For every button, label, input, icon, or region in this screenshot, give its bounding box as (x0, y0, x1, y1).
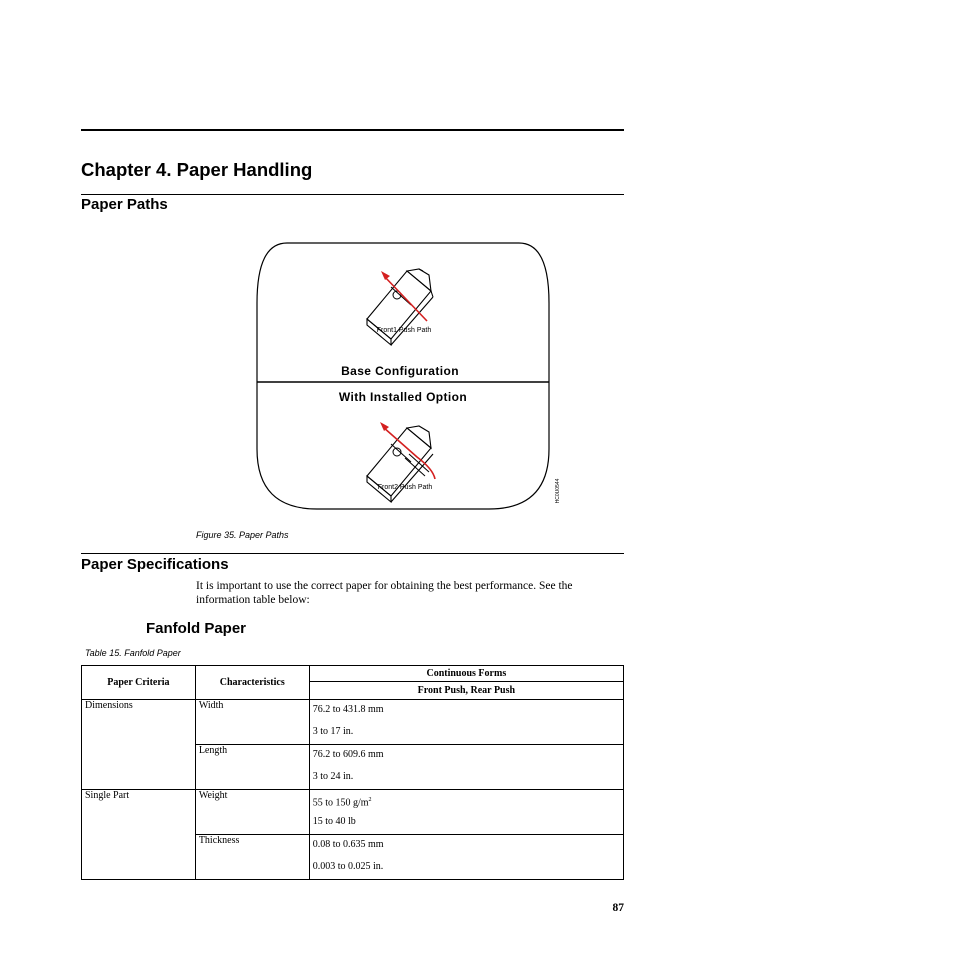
value-metric-superscript: 2 (368, 797, 372, 803)
paper-paths-figure (257, 243, 561, 509)
value-imperial: 3 to 17 in. (312, 726, 354, 737)
figure-caption: Figure 35. Paper Paths (196, 530, 289, 540)
cell-value (309, 790, 623, 835)
fanfold-paper-title: Fanfold Paper (146, 620, 247, 637)
page-number: 87 (612, 902, 624, 914)
value-metric (313, 790, 620, 812)
cell-characteristic: Weight (195, 790, 309, 835)
header-characteristics: Characteristics (195, 666, 309, 700)
cell-criteria: Single Part (82, 790, 196, 835)
cell-criteria: Dimensions (82, 700, 196, 745)
table-row (82, 790, 624, 835)
section-title-paper-paths: Paper Paths (81, 196, 168, 213)
header-paper-criteria: Paper Criteria (82, 666, 196, 700)
front1-path-arrow (381, 271, 427, 321)
table-row (82, 745, 624, 790)
base-configuration-label: Base Configuration (341, 364, 459, 378)
installed-option-label: With Installed Option (338, 390, 468, 404)
cell-value (309, 700, 623, 745)
value-metric-text: 55 to 150 g/m (312, 797, 369, 809)
value-imperial: 15 to 40 lb (312, 816, 356, 827)
value-metric: 76.2 to 431.8 mm (312, 704, 384, 715)
value-imperial: 3 to 24 in. (312, 771, 354, 782)
chapter-top-rule (81, 129, 624, 131)
cell-value (309, 745, 623, 790)
header-continuous-forms: Continuous Forms (309, 666, 623, 682)
cell-criteria (82, 835, 196, 880)
cell-characteristic: Length (195, 745, 309, 790)
cell-characteristic: Width (195, 700, 309, 745)
front1-push-path-label: Front1 Push Path (376, 327, 432, 334)
chapter-title: Chapter 4. Paper Handling (81, 159, 313, 180)
cell-characteristic: Thickness (195, 835, 309, 880)
section-rule-paper-paths (81, 194, 624, 195)
value-imperial: 0.003 to 0.025 in. (312, 861, 384, 872)
figure-id-label: HC0U0544 (555, 478, 561, 504)
table-header-row (82, 666, 624, 682)
value-metric: 76.2 to 609.6 mm (312, 749, 384, 760)
fanfold-paper-table (81, 665, 624, 880)
header-front-push-rear-push: Front Push, Rear Push (309, 682, 623, 700)
section-title-paper-specifications: Paper Specifications (81, 556, 229, 573)
table-row (82, 835, 624, 880)
table-row (82, 700, 624, 745)
value-metric: 0.08 to 0.635 mm (312, 839, 384, 850)
table-caption: Table 15. Fanfold Paper (85, 648, 181, 658)
front2-push-path-label: Front2 Push Path (377, 484, 433, 491)
section-rule-paper-specifications (81, 553, 624, 554)
intro-paragraph: It is important to use the correct paper for obtaining the best performance. See the information table below: (196, 580, 573, 606)
cell-value (309, 835, 623, 880)
cell-criteria (82, 745, 196, 790)
